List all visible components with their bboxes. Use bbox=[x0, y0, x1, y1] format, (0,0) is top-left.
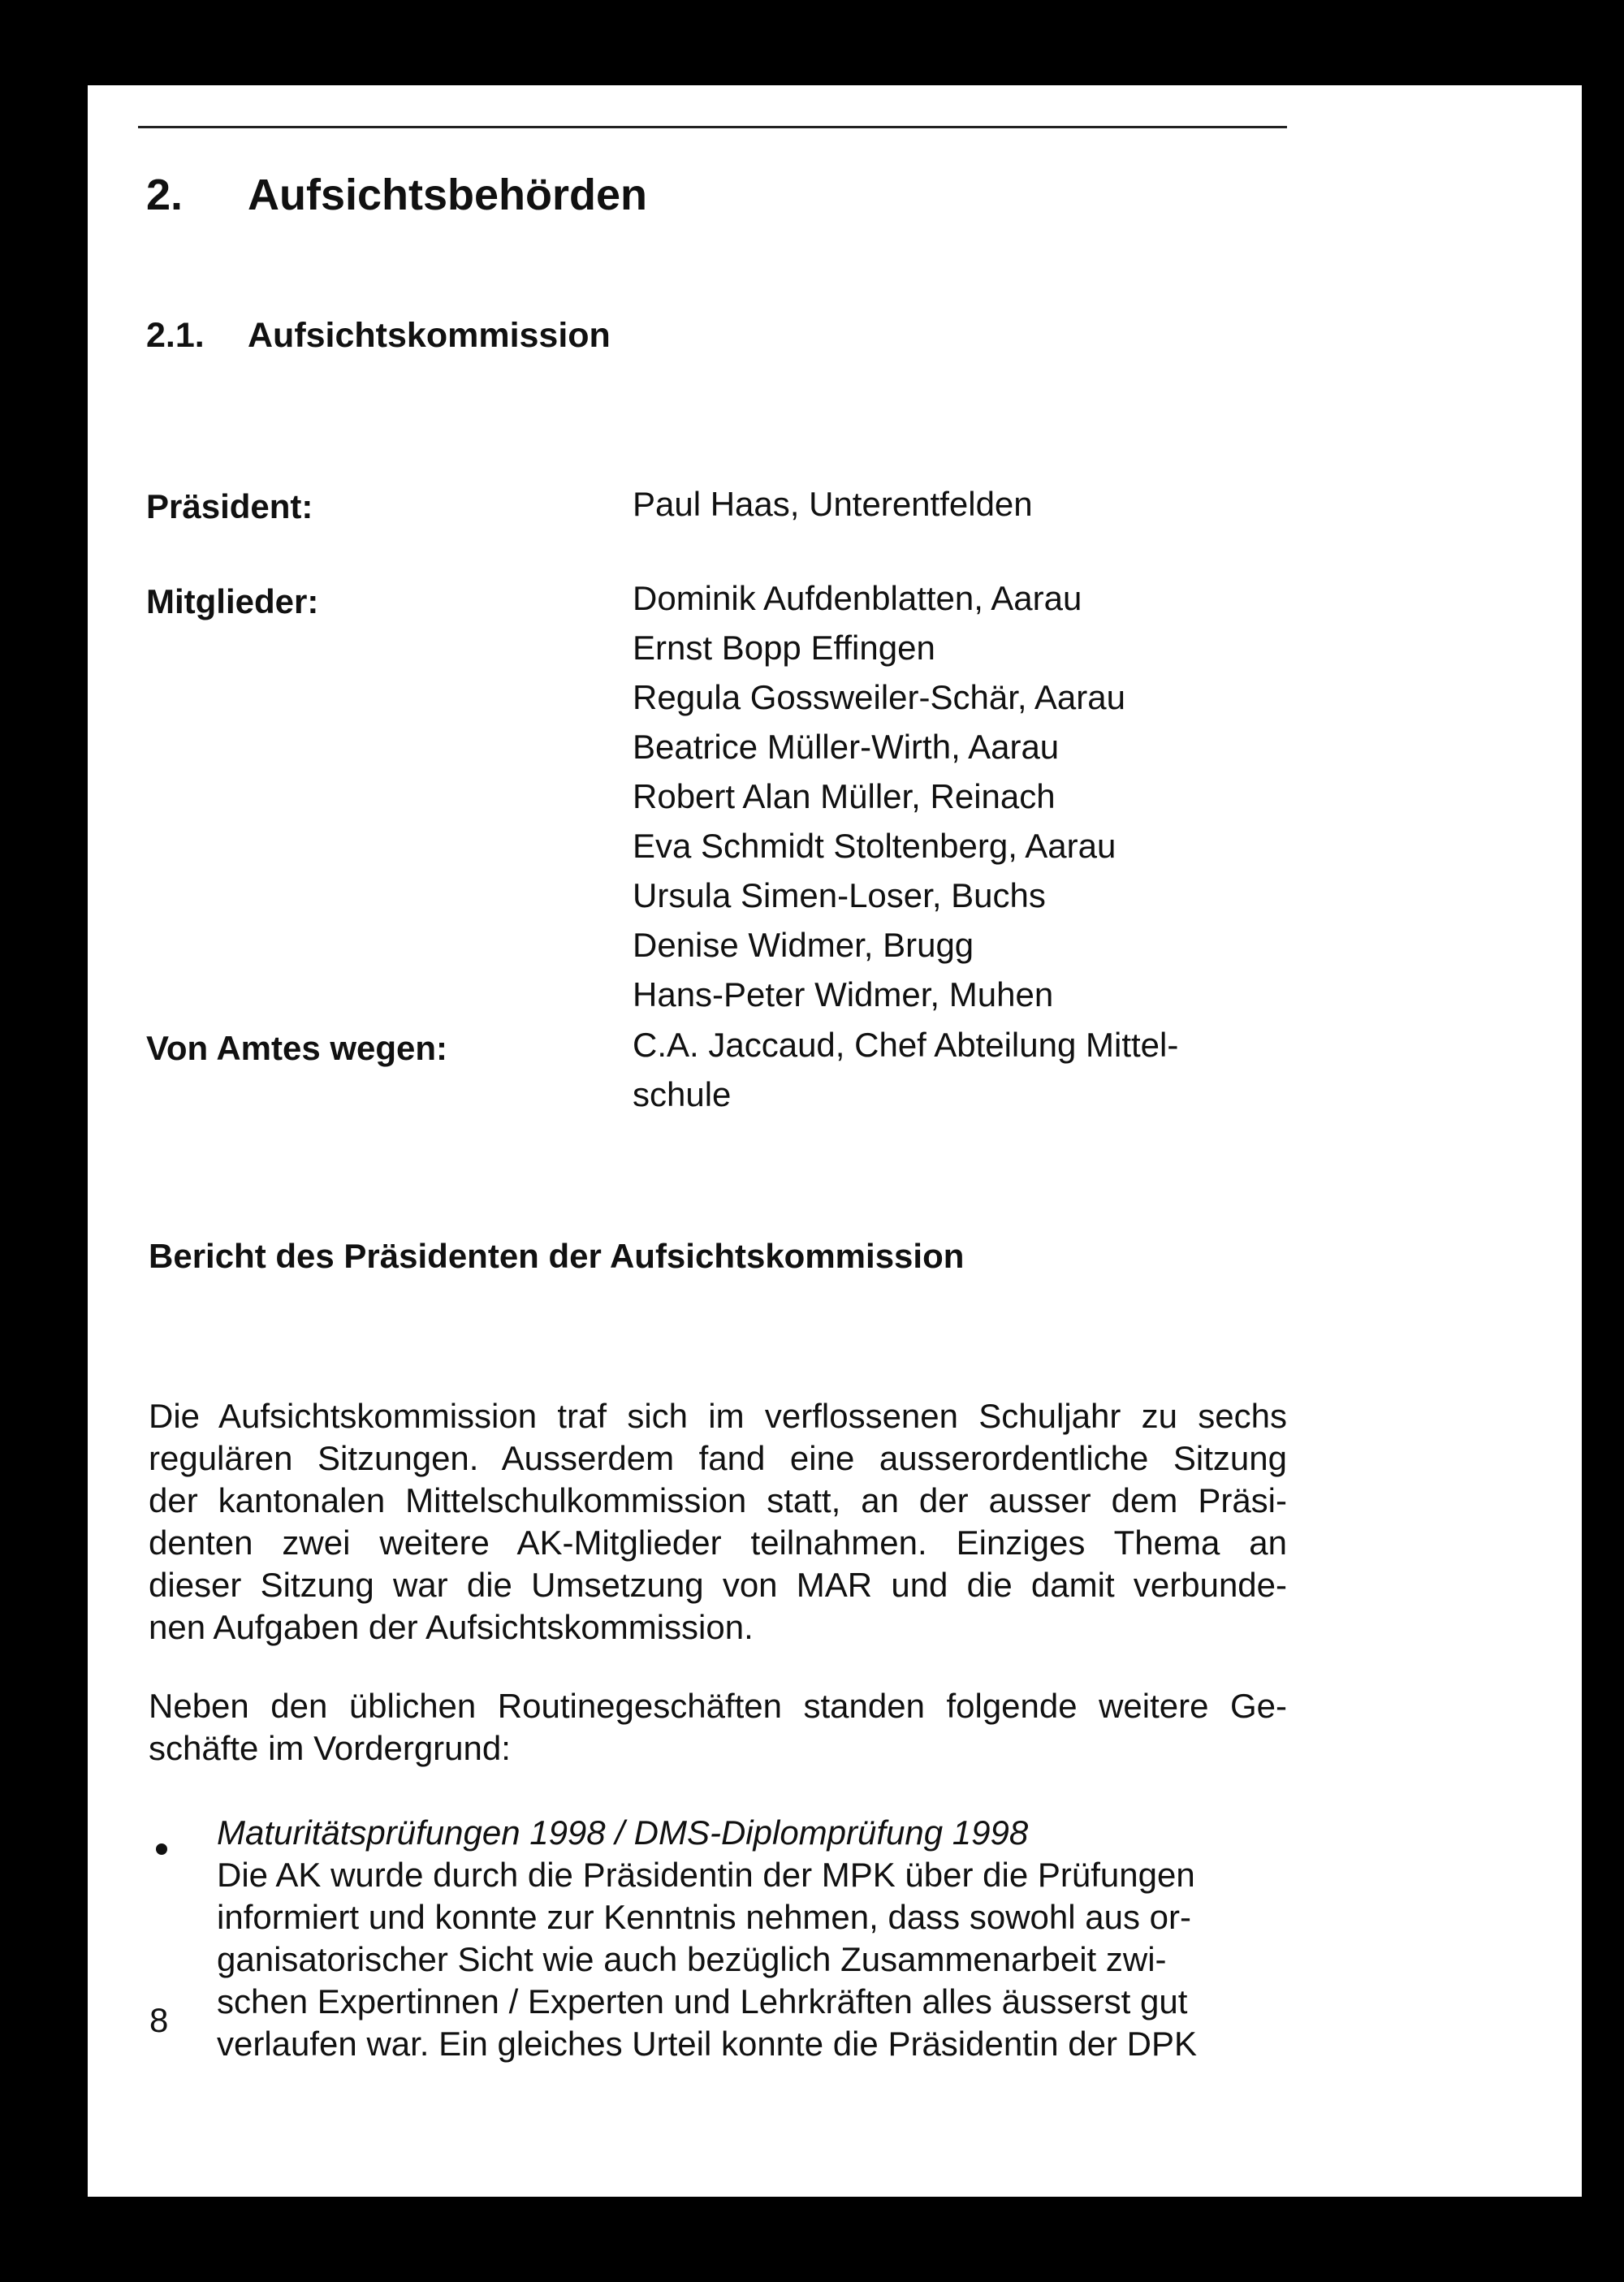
subsection-number: 2.1. bbox=[146, 316, 205, 355]
president-value: Paul Haas, Unterentfelden bbox=[633, 485, 1033, 523]
paragraph-line: schäfte im Vordergrund: bbox=[149, 1729, 511, 1767]
section-title: Aufsichtsbehörden bbox=[248, 171, 648, 219]
president-label: Präsident: bbox=[146, 487, 313, 525]
members-list bbox=[633, 573, 1125, 1019]
president-value-block bbox=[633, 479, 1033, 529]
ex-officio-line: schule bbox=[633, 1075, 732, 1113]
ex-officio-label: Von Amtes wegen: bbox=[146, 1029, 448, 1067]
paragraph-line: regulären Sitzungen. Ausserdem fand eine ausserordentliche Sitzung bbox=[149, 1439, 1287, 1477]
member-item: Eva Schmidt Stoltenberg, Aarau bbox=[633, 827, 1116, 865]
bullet-line: informiert und konnte zur Kenntnis nehmen, dass sowohl aus or- bbox=[217, 1898, 1191, 1936]
page-number: 8 bbox=[149, 2001, 169, 2039]
paragraph-line: nen Aufgaben der Aufsichtskommission. bbox=[149, 1608, 754, 1646]
report-paragraph-2 bbox=[149, 1685, 1287, 1770]
paragraph-line: dieser Sitzung war die Umsetzung von MAR und die damit verbunde- bbox=[149, 1566, 1287, 1604]
report-heading: Bericht des Präsidenten der Aufsichtskommission bbox=[149, 1237, 965, 1275]
bullet-line: verlaufen war. Ein gleiches Urteil konnte die Präsidentin der DPK bbox=[217, 2025, 1197, 2063]
bullet-title: Maturitätsprüfungen 1998 / DMS-Diplomprüfung 1998 bbox=[217, 1813, 1029, 1852]
paragraph-line: Die Aufsichtskommission traf sich im verflossenen Schuljahr zu sechs bbox=[149, 1397, 1287, 1435]
bullet-line: schen Expertinnen / Experten und Lehrkräften alles äusserst gut bbox=[217, 1982, 1188, 2021]
paragraph-line: Neben den üblichen Routinegeschäften standen folgende weitere Ge- bbox=[149, 1687, 1287, 1725]
paragraph-line: denten zwei weitere AK-Mitglieder teilnahmen. Einziges Thema an bbox=[149, 1523, 1287, 1562]
member-item: Beatrice Müller-Wirth, Aarau bbox=[633, 728, 1060, 766]
section-number: 2. bbox=[146, 171, 184, 219]
bullet-line: ganisatorischer Sicht wie auch bezüglich Zusammenarbeit zwi- bbox=[217, 1940, 1167, 1978]
section-heading bbox=[146, 173, 647, 217]
member-item: Dominik Aufdenblatten, Aarau bbox=[633, 579, 1082, 617]
members-label: Mitglieder: bbox=[146, 582, 319, 620]
bullet-item bbox=[217, 1812, 1197, 2065]
member-item: Ursula Simen-Loser, Buchs bbox=[633, 876, 1046, 914]
subsection-title: Aufsichtskommission bbox=[248, 316, 611, 355]
ex-officio-value bbox=[633, 1020, 1178, 1119]
member-item: Robert Alan Müller, Reinach bbox=[633, 777, 1056, 815]
member-item: Denise Widmer, Brugg bbox=[633, 926, 974, 964]
member-item: Regula Gossweiler-Schär, Aarau bbox=[633, 678, 1125, 716]
bullet-icon bbox=[156, 1843, 167, 1855]
member-item: Hans-Peter Widmer, Muhen bbox=[633, 975, 1054, 1014]
bullet-line: Die AK wurde durch die Präsidentin der MPK über die Prüfungen bbox=[217, 1856, 1195, 1894]
subsection-heading bbox=[146, 318, 611, 353]
member-item: Ernst Bopp Effingen bbox=[633, 629, 935, 667]
paragraph-line: der kantonalen Mittelschulkommission statt, an der ausser dem Präsi- bbox=[149, 1481, 1287, 1519]
report-paragraph-1 bbox=[149, 1395, 1287, 1649]
header-rule bbox=[138, 126, 1287, 128]
ex-officio-line: C.A. Jaccaud, Chef Abteilung Mittel- bbox=[633, 1026, 1179, 1064]
